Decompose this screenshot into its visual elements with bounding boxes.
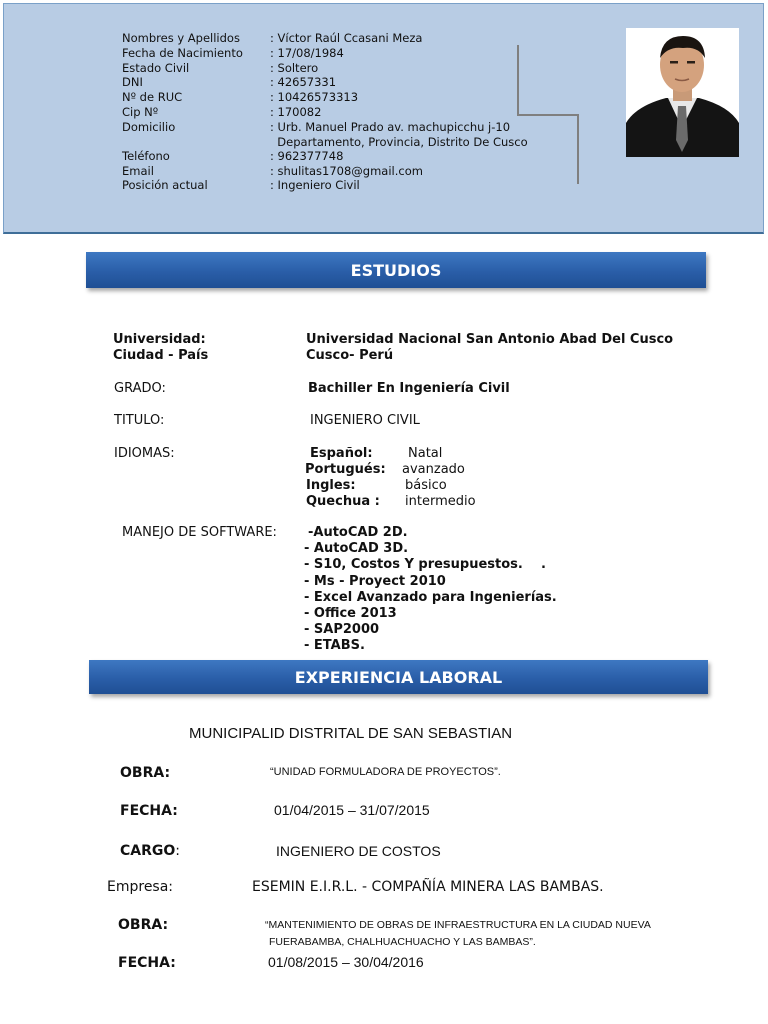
fecha-label-2: FECHA: xyxy=(118,955,176,971)
personal-info-label: Estado Civil xyxy=(122,61,190,75)
idioma-lang: Quechua : xyxy=(306,494,380,509)
personal-info-value: : Urb. Manuel Prado av. machupicchu j-10 xyxy=(270,120,511,134)
universidad-value: Universidad Nacional San Antonio Abad Del Cusco xyxy=(306,332,674,347)
idioma-lang: Ingles: xyxy=(306,478,356,493)
software-item: - ETABS. xyxy=(304,638,365,654)
empresa-value-2: ESEMIN E.I.R.L. - COMPAÑÍA MINERA LAS BAMBAS. xyxy=(252,879,604,895)
software-item: - SAP2000 xyxy=(304,622,380,638)
idioma-lang: Español: xyxy=(310,446,373,461)
personal-info-label: Nº de RUC xyxy=(122,90,183,104)
personal-info-value: : 17/08/1984 xyxy=(270,46,344,60)
cargo-value-1: INGENIERO DE COSTOS xyxy=(276,843,441,859)
personal-info-value: : Ingeniero Civil xyxy=(270,178,360,192)
personal-info-value: Departamento, Provincia, Distrito De Cusco xyxy=(270,135,528,149)
personal-info-label: Cip Nº xyxy=(122,105,159,119)
estudios-header xyxy=(86,252,706,288)
personal-info-label: Domicilio xyxy=(122,120,176,134)
fecha-label-1: FECHA: xyxy=(120,803,178,819)
idioma-lang: Portugués: xyxy=(305,462,386,477)
personal-info-label: Email xyxy=(122,164,154,178)
obra-value-2-line1: “MANTENIMIENTO DE OBRAS DE INFRAESTRUCTURA EN LA CIUDAD NUEVA xyxy=(265,919,651,931)
obra-value-1: “UNIDAD FORMULADORA DE PROYECTOS”. xyxy=(270,766,501,778)
personal-info-value: : shulitas1708@gmail.com xyxy=(270,164,423,178)
personal-info-value: : 42657331 xyxy=(270,75,337,89)
employer-1: MUNICIPALID DISTRITAL DE SAN SEBASTIAN xyxy=(189,725,513,742)
cargo-colon: : xyxy=(175,843,181,859)
fecha-value-2: 01/08/2015 – 30/04/2016 xyxy=(268,954,424,970)
obra-value-2-line2: FUERABAMBA, CHALHUACHUACHO Y LAS BAMBAS”. xyxy=(269,936,536,948)
titulo-value: INGENIERO CIVIL xyxy=(310,413,420,428)
software-item: -AutoCAD 2D. xyxy=(308,525,408,540)
empresa-label-2: Empresa: xyxy=(107,879,174,895)
software-item: - Office 2013 xyxy=(304,606,397,621)
personal-info-label: DNI xyxy=(122,75,143,89)
connector-line xyxy=(517,114,579,116)
software-label: MANEJO DE SOFTWARE: xyxy=(122,525,277,540)
grado-label: GRADO: xyxy=(114,381,166,396)
software-item: - Excel Avanzado para Ingenierías. xyxy=(304,589,557,605)
software-item: - AutoCAD 3D. xyxy=(304,541,409,557)
cargo-label-1 xyxy=(120,843,180,859)
profile-photo xyxy=(626,28,739,157)
fecha-value-1: 01/04/2015 – 31/07/2015 xyxy=(274,802,430,818)
personal-info-label: Fecha de Nacimiento xyxy=(122,46,243,60)
idiomas-label: IDIOMAS: xyxy=(114,446,175,461)
idioma-level: básico xyxy=(405,478,447,493)
personal-info-value: : 10426573313 xyxy=(270,90,359,104)
software-item: - Ms - Proyect 2010 xyxy=(304,573,446,589)
personal-info-value: : Víctor Raúl Ccasani Meza xyxy=(270,31,423,45)
idioma-level: intermedio xyxy=(405,494,476,509)
connector-line xyxy=(577,114,579,184)
ciudad-label: Ciudad - País xyxy=(113,348,209,363)
personal-info-value: : Soltero xyxy=(270,61,319,75)
experiencia-title: EXPERIENCIA LABORAL xyxy=(294,667,503,687)
personal-info-label: Nombres y Apellidos xyxy=(122,31,240,45)
experiencia-header xyxy=(89,660,708,694)
personal-info-value: : 962377748 xyxy=(270,149,344,163)
universidad-label: Universidad: xyxy=(113,332,206,347)
obra-label-2: OBRA: xyxy=(118,917,169,933)
ciudad-value: Cusco- Perú xyxy=(306,348,394,363)
estudios-title: ESTUDIOS xyxy=(350,260,442,280)
connector-line xyxy=(517,45,519,116)
software-item: - S10, Costos Y presupuestos. . xyxy=(304,557,546,573)
idioma-level: avanzado xyxy=(402,462,465,477)
personal-info-label: Teléfono xyxy=(122,149,170,163)
personal-info-label: Posición actual xyxy=(122,178,208,192)
titulo-label: TITULO: xyxy=(114,413,165,428)
idioma-level: Natal xyxy=(408,446,443,461)
cargo-label-text: CARGO xyxy=(120,843,176,859)
personal-info-value: : 170082 xyxy=(270,105,322,119)
obra-label-1: OBRA: xyxy=(120,765,171,781)
grado-value: Bachiller En Ingeniería Civil xyxy=(308,381,510,396)
